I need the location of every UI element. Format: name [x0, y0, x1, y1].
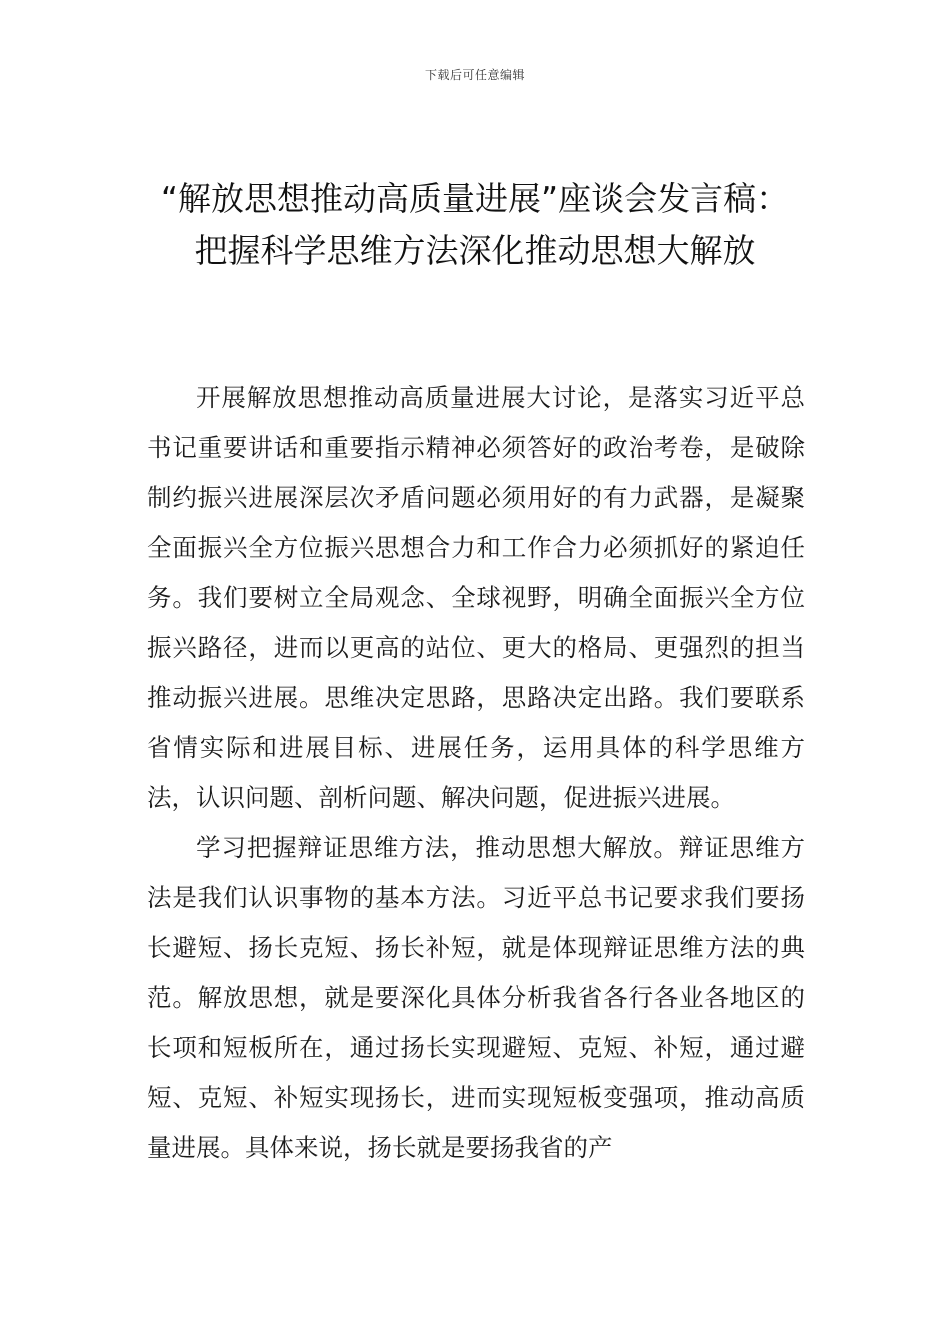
document-title: “解放思想推动高质量进展”座谈会发言稿：把握科学思维方法深化推动思想大解放	[160, 179, 790, 270]
header-note: 下载后可任意编辑	[424, 68, 525, 82]
paragraph-2: 学习把握辩证思维方法，推动思想大解放。辩证思维方法是我们认识事物的基本方法。习近平总书记要求我们要扬长避短、扬长克短、扬长补短，就是体现辩证思维方法的典范。解放思想，就是要深化具体分析我省各行各业各地区的长项和短板所在，通过扬长实现避短、克短、补短，通过避短、克短、补短实现扬长，进而实现短板变强项，推动高质量进展。具体来说，扬长就是要扬我省的产	[147, 833, 805, 1162]
document-body	[147, 373, 805, 1173]
paragraph-1: 开展解放思想推动高质量进展大讨论，是落实习近平总书记重要讲话和重要指示精神必须答好的政治考卷，是破除制约振兴进展深层次矛盾问题必须用好的有力武器，是凝聚全面振兴全方位振兴思想合力和工作合力必须抓好的紧迫任务。我们要树立全局观念、全球视野，明确全面振兴全方位振兴路径，进而以更高的站位、更大的格局、更强烈的担当推动振兴进展。思维决定思路，思路决定出路。我们要联系省情实际和进展目标、进展任务，运用具体的科学思维方法，认识问题、剖析问题、解决问题，促进振兴进展。	[147, 383, 805, 812]
